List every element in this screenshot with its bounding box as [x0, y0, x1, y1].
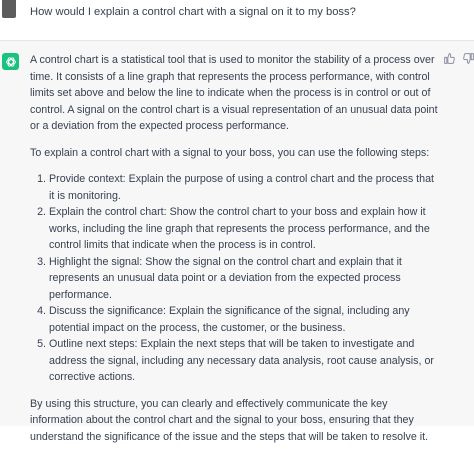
openai-logo-icon: [2, 53, 19, 70]
user-avatar: [2, 0, 16, 18]
openai-logo-icon-glyph: [5, 56, 17, 68]
list-item: 1. Provide context: Explain the purpose of using a control chart and the process that it is monitoring.: [49, 171, 442, 204]
list-item: 5. Outline next steps: Explain the next steps that will be taken to investigate and address the signal, including any necessary data analysis, root cause analysis, or corrective actions.: [49, 336, 442, 386]
list-item: 3. Highlight the signal: Show the signal on the control chart and explain that it represents an unusual data point or a deviation from the expected process performance.: [49, 254, 442, 304]
steps-list: [30, 171, 442, 386]
thumbs-down-icon[interactable]: [462, 52, 474, 65]
assistant-message: [0, 41, 474, 443]
feedback-buttons: [443, 52, 474, 65]
thumbs-up-icon[interactable]: [443, 52, 456, 65]
user-message: [0, 0, 474, 41]
closing-paragraph: By using this structure, you can clearly and effectively communicate the key information about the control chart and the signal to your boss, ensuring that they understand the significance of the issue and the steps that will be taken to resolve it.: [30, 397, 429, 443]
intro-paragraph: A control chart is a statistical tool that is used to monitor the stability of a process over time. It consists of a line graph that represents the process performance, with control limits set above and below the line to indicate when the process is in control or out of control. A signal on the control chart is a visual representation of an unusual data point or a deviation from the expected process performance.: [30, 54, 438, 132]
assistant-response: [30, 52, 442, 455]
list-item: 2. Explain the control chart: Show the control chart to your boss and explain how it works, including the line graph that represents the process performance, and the control limits that indicate when the process is in control.: [49, 204, 442, 254]
list-item: 4. Discuss the significance: Explain the significance of the signal, including any potential impact on the process, the customer, or the business.: [49, 303, 442, 336]
lead-paragraph: To explain a control chart with a signal to your boss, you can use the following steps:: [30, 146, 430, 159]
user-question: How would I explain a control chart with a signal on it to my boss?: [30, 6, 356, 18]
